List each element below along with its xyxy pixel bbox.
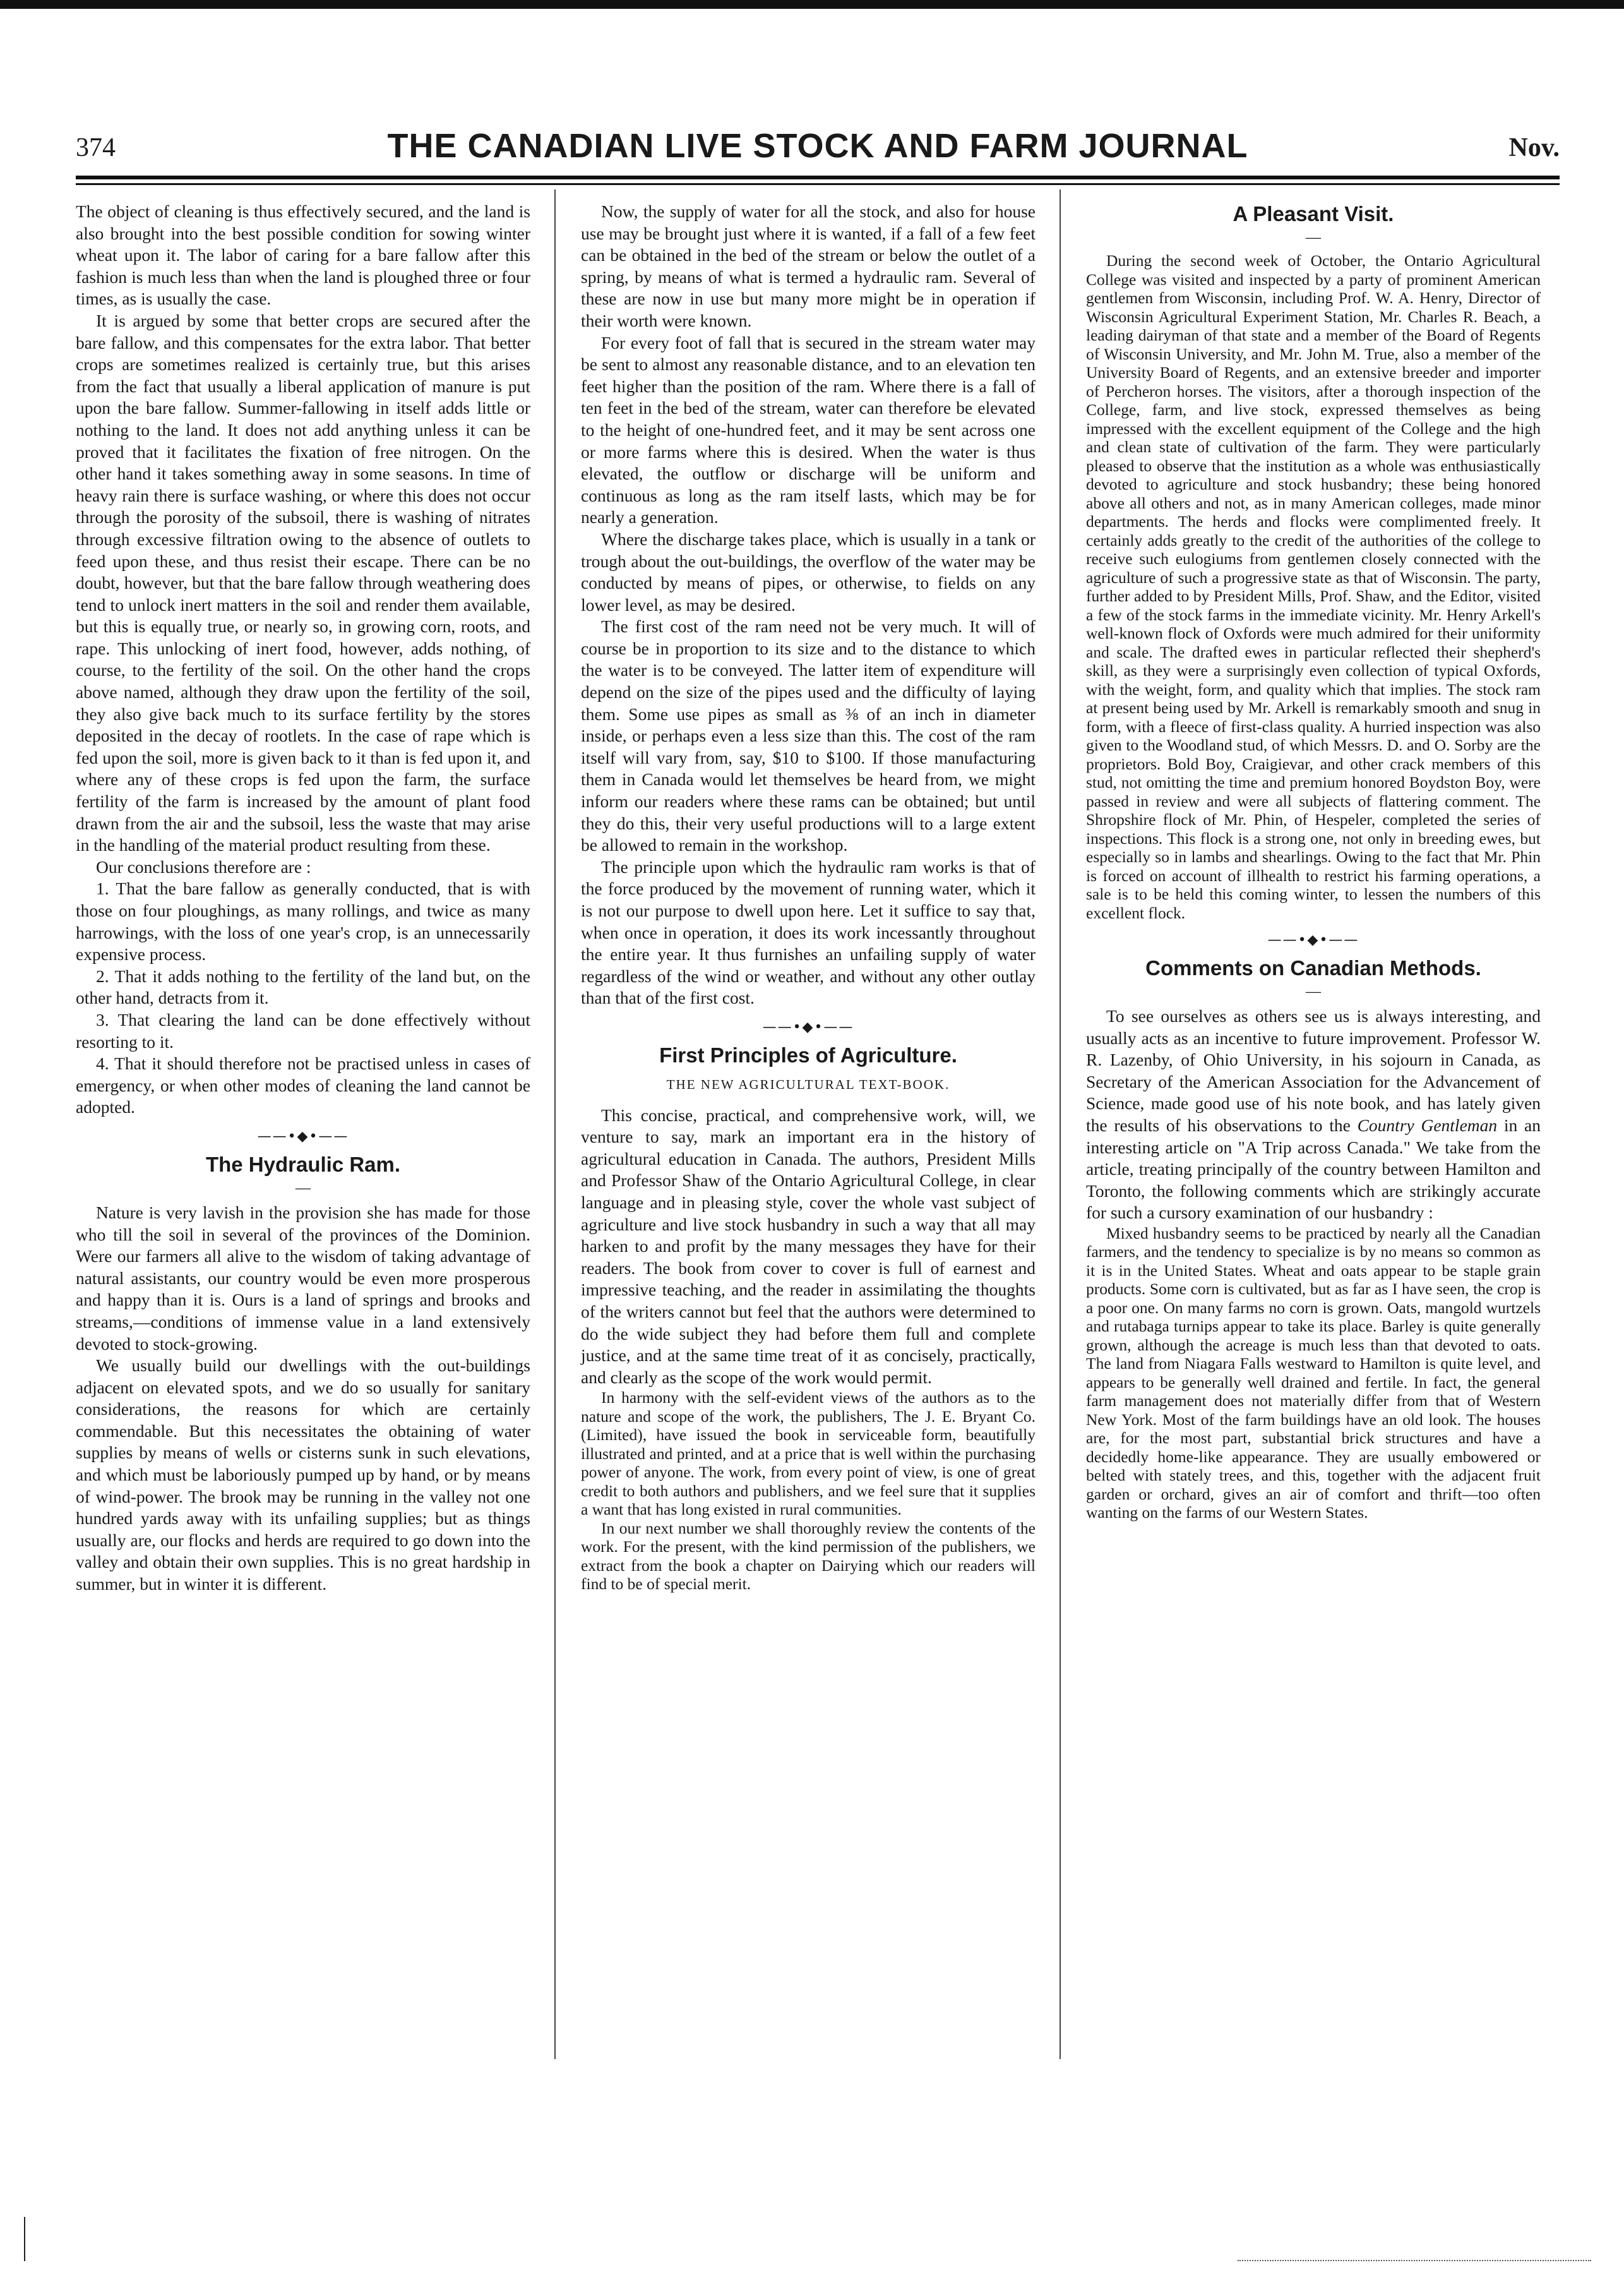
column-3 — [1086, 201, 1541, 1522]
section-ornament: ——•◆•—— — [762, 1019, 854, 1035]
section-title-hydraulic-ram: The Hydraulic Ram. — [205, 1152, 401, 1176]
title-dash: — — [296, 1179, 311, 1196]
section-title-first-principles: First Principles of Agriculture. — [659, 1043, 957, 1067]
paragraph-intro — [1086, 1006, 1541, 1224]
section-title-pleasant-visit: A Pleasant Visit. — [1233, 202, 1394, 225]
column-2 — [581, 201, 1036, 1594]
paragraph: 1. That the bare fallow as generally conducted, that is with those on four ploughings, as many rollings, and twice as many harrowings, with the loss of one year's crop, is an unnecessarily expensive process. — [76, 879, 530, 964]
header-rule — [76, 176, 1560, 179]
column-divider — [1060, 189, 1061, 2059]
paragraph: The object of cleaning is thus effectively secured, and the land is also brought into the best possible condition for sowing winter wheat upon it. The labor of caring for a bare fallow after this fashion is much less than when the land is ploughed three or four times, as is usually the case. — [76, 201, 530, 309]
bottom-rule — [1238, 2260, 1591, 2262]
page-number: 374 — [76, 133, 116, 162]
page-header — [76, 126, 1560, 171]
paragraph: The principle upon which the hydraulic ram works is that of the force produced by the movement of running water, which it is not our purpose to dwell upon here. Let it suffice to say that, when once in operation, it does its work incessantly throughout the entire year. It thus furnishes an unfailing supply of water regardless of the wind or weather, and without any other outlay than that of the first cost. — [581, 856, 1036, 1008]
section-ornament: ——•◆•—— — [1267, 932, 1359, 948]
paragraph: Our conclusions therefore are : — [96, 856, 311, 877]
top-border-rule — [0, 0, 1624, 9]
paragraph: Now, the supply of water for all the stock, and also for house use may be brought just where it is wanted, if a fall of a few feet can be obtained in the bed of the stream or below the outlet of a spring, by means of what is termed a hydraulic ram. Several of these are now in use but many more might be in operation if their worth were known. — [581, 201, 1036, 330]
paragraph: 4. That it should therefore not be practised unless in cases of emergency, or when other modes of cleaning the land cannot be adopted. — [76, 1054, 530, 1117]
quoted-paragraph: Mixed husbandry seems to be practiced by nearly all the Canadian farmers, and the tendency to specialize is by no means so common as it is in the United States. Wheat and oats appear to be staple grain products. Some corn is cultivated, but as far as I have seen, the crop is a poor one. On many farms no corn is grown. Oats, mangold wurtzels and rutabaga turnips appear to take its place. Barley is quite generally grown, although the acreage is much less than that devoted to oats. The land from Niagara Falls westward to Hamilton is quite level, and appears to be generally well drained and fertile. In fact, the general farm management does not materially differ from that of Western New York. Most of the farm buildings have an old look. The houses are, for the most part, substantial brick structures and have a decidedly home-like appearance. They are usually embowered or belted with stately trees, and this, together with the adjacent fruit garden or orchard, gives an air of comfort and thrift—too often wanting on the farms of our Western States. — [1086, 1223, 1541, 1522]
paragraph: Nature is very lavish in the provision she has made for those who till the soil in several of the provinces of the Dominion. Were our farmers all alive to the wisdom of taking advantage of natural assistants, our country would be even more prosperous and happy than it is. Ours is a land of springs and brooks and streams,—conditions of immense value in a land extensively devoted to stock-growing. — [76, 1202, 530, 1354]
paragraph: In our next number we shall thoroughly review the contents of the work. For the present, with the kind permission of the publishers, we extract from the book a chapter on Dairying which our readers will find to be of special merit. — [581, 1518, 1036, 1594]
paragraph: Where the discharge takes place, which is usually in a tank or trough about the out-buildings, the overflow of the water may be conducted by means of pipes, or otherwise, to fields on any lower level, as may be desired. — [581, 529, 1036, 615]
paragraph: 2. That it adds nothing to the fertility of the land but, on the other hand, detracts from it. — [76, 966, 530, 1008]
header-rule-thin — [76, 183, 1560, 185]
paragraph: We usually build our dwellings with the out-buildings adjacent on elevated spots, and we do so usually for sanitary considerations, the reasons for which are certainly commendable. But this necessitates the obtaining of water supplies by means of wells or cisterns sunk in such elevations, and which must be laboriously pumped up by hand, or by means of wind-power. The brook may be running in the valley not one hundred yards away with its unfailing supplies; but as things usually are, our flocks and herds are required to go down into the valley and obtain their own supplies. This is no great hardship in summer, but in winter it is different. — [76, 1355, 530, 1594]
column-1 — [76, 201, 530, 1595]
paragraph: The first cost of the ram need not be very much. It will of course be in proportion to its size and to the distance to which the water is to be conveyed. The latter item of expenditure will depend on the size of the pipes used and the difficulty of laying them. Some use pipes as small as ⅜ of an inch in diameter inside, or perhaps even a less size than this. The cost of the ram itself will vary from, say, $10 to $100. If those manufacturing them in Canada would let themselves be heard from, we might inform our readers where these rams can be obtained; but until they do this, their very useful productions will to a large extent be allowed to remain in the workshop. — [581, 616, 1036, 855]
paragraph: During the second week of October, the Ontario Agricultural College was visited and inspected by a party of prominent American gentlemen from Wisconsin, including Prof. W. A. Henry, Director of Wisconsin Agricultural Experiment Station, Mr. Charles R. Beach, a leading dairyman of that state and a member of the Board of Regents of Wisconsin University, and Mr. John M. True, also a member of the University Board of Regents, and an extensive breeder and importer of Percheron horses. The visitors, after a thorough inspection of the College, farm, and live stock, expressed themselves as being impressed with the excellent equipment of the College and the high and clean state of cultivation of the farm. They were particularly pleased to observe that the institution as a whole was enthusiastically devoted to agriculture and stock husbandry; these being honored above all others and not, as in many American colleges, made minor departments. The herds and flocks were complimented freely. It certainly adds greatly to the credit of the authorities of the college to receive such eulogiums from gentlemen closely connected with the agriculture of such a progressive state as that of Wisconsin. The party, further added to by President Mills, Prof. Shaw, and the Editor, visited a few of the stock farms in the immediate vicinity. Mr. Henry Arkell's well-known flock of Oxfords were much admired for their uniformity and scale. The drafted ewes in particular reflected their shepherd's skill, as they were a surprisingly even collection of typical Oxfords, with the weight, form, and quality which that implies. The stock ram at present being used by Mr. Arkell is remarkably smooth and snug in form, with a fleece of first-class quality. A hurried inspection was also given to the Woodland stud, of which Messrs. D. and O. Sorby are the proprietors. Bold Boy, Craigievar, and other crack members of this stud, not omitting the time and premium honored Boydston Boy, were passed in review and were all subjects of flattering comment. The Shropshire flock of Mr. Phin, of Hespeler, completed the series of inspections. This flock is a strong one, not only in breeding ewes, but especially so in lambs and shearlings. Owing to the fact that Mr. Phin is forced on account of illhealth to restrict his farming operations, a sale is to be held this coming winter, to lessen the numbers of this excellent flock. — [1086, 251, 1541, 922]
section-ornament: ——•◆•—— — [257, 1128, 349, 1144]
paragraph: For every foot of fall that is secured in the stream water may be sent to almost any reasonable distance, and to an elevation ten feet higher than the position of the ram. Where there is a fall of ten feet in the bed of the stream, water can therefore be elevated to the height of one-hundred feet, and it may be sent across one or more farms where this is desired. When the water is thus elevated, the outflow or discharge will be uniform and continuous as long as the ram itself lasts, which may be for nearly a generation. — [581, 332, 1036, 527]
section-subtitle: THE NEW AGRICULTURAL TEXT-BOOK. — [666, 1076, 950, 1092]
publication-name: Country Gentleman — [1357, 1115, 1498, 1135]
paragraph: 3. That clearing the land can be done effectively without resorting to it. — [76, 1009, 530, 1052]
column-divider — [554, 189, 556, 2059]
intro-text: To see ourselves as others see us is always interesting, and usually acts as an incentive to future improvement. Professor W. R. Lazenby, of Ohio University, in his sojourn in Canada, as Secretary of the American Association for the Advancement of Science, made good use of his note book, and has lately given the results of his observations to the — [1086, 1006, 1541, 1135]
issue-month: Nov. — [1508, 133, 1560, 162]
section-title-comments: Comments on Canadian Methods. — [1145, 956, 1481, 980]
paragraph: In harmony with the self-evident views of the authors as to the nature and scope of the work, the publishers, The J. E. Bryant Co. (Limited), have issued the book in serviceable form, beautifully illustrated and printed, and at a price that is well within the purchasing power of anyone. The work, from every point of view, is one of great credit to both authors and publishers, and we feel sure that it supplies a want that has long existed in rural communities. — [581, 1388, 1036, 1519]
intro-text-continued: in an interesting article on "A Trip across Canada." We take from the article, treating principally of the country between Hamilton and Toronto, the following comments which are strikingly accurate for such a cursory examination of our husbandry : — [1086, 1115, 1541, 1223]
paragraph: This concise, practical, and comprehensive work, will, we venture to say, mark an important era in the history of agricultural education in Canada. The authors, President Mills and Professor Shaw of the Ontario Agricultural College, in clear language and in pleasing style, cover the whole vast subject of agriculture and live stock husbandry in such a way that all may harken to and profit by the many messages they have for their readers. The book from cover to cover is full of earnest and impressive teaching, and the reader in assimilating the thoughts of the writers cannot but feel that the authors were determined to do the wide subject they had before them full and complete justice, and at the same time treat of it as concisely, practically, and clearly as the scope of the work would permit. — [581, 1105, 1036, 1387]
title-dash: — — [1306, 229, 1321, 246]
title-dash: — — [1306, 983, 1321, 1000]
journal-title: THE CANADIAN LIVE STOCK AND FARM JOURNAL — [387, 127, 1248, 165]
paragraph: It is argued by some that better crops are secured after the bare fallow, and this compensates for the extra labor. That better crops are sometimes realized is certainly true, but this arises from the fact that usually a liberal application of manure is put upon the bare fallow. Summer-fallowing in itself adds little or nothing to the land. It does not add anything unless it can be proved that it facilitates the fixation of free nitrogen. On the other hand it takes something away in some seasons. In time of heavy rain there is surface washing, or where this does not occur through the porosity of the subsoil, there is washing of nitrates through excessive filtration owing to the absence of outlets to feed upon these, and thus resist their escape. There can be no doubt, however, but that the bare fallow through weathering does tend to unlock inert matters in the soil and render them available, but this is equally true, or nearly so, in growing corn, roots, and rape. This unlocking of inert food, however, adds nothing, of course, to the fertility of the soil. On the other hand the crops above named, although they draw upon the fertility of the soil, they also give back much to its surface fertility by the stores deposited in the decay of rootlets. In the case of rape which is fed upon the soil, more is given back to it than is fed upon it, and where any of these crops is fed upon the farm, the surface fertility of the farm is increased by the amount of plant food drawn from the air and the subsoil, less the waste that may arise in the handling of the material product resulting from these. — [76, 310, 530, 855]
margin-mark — [24, 2217, 25, 2261]
